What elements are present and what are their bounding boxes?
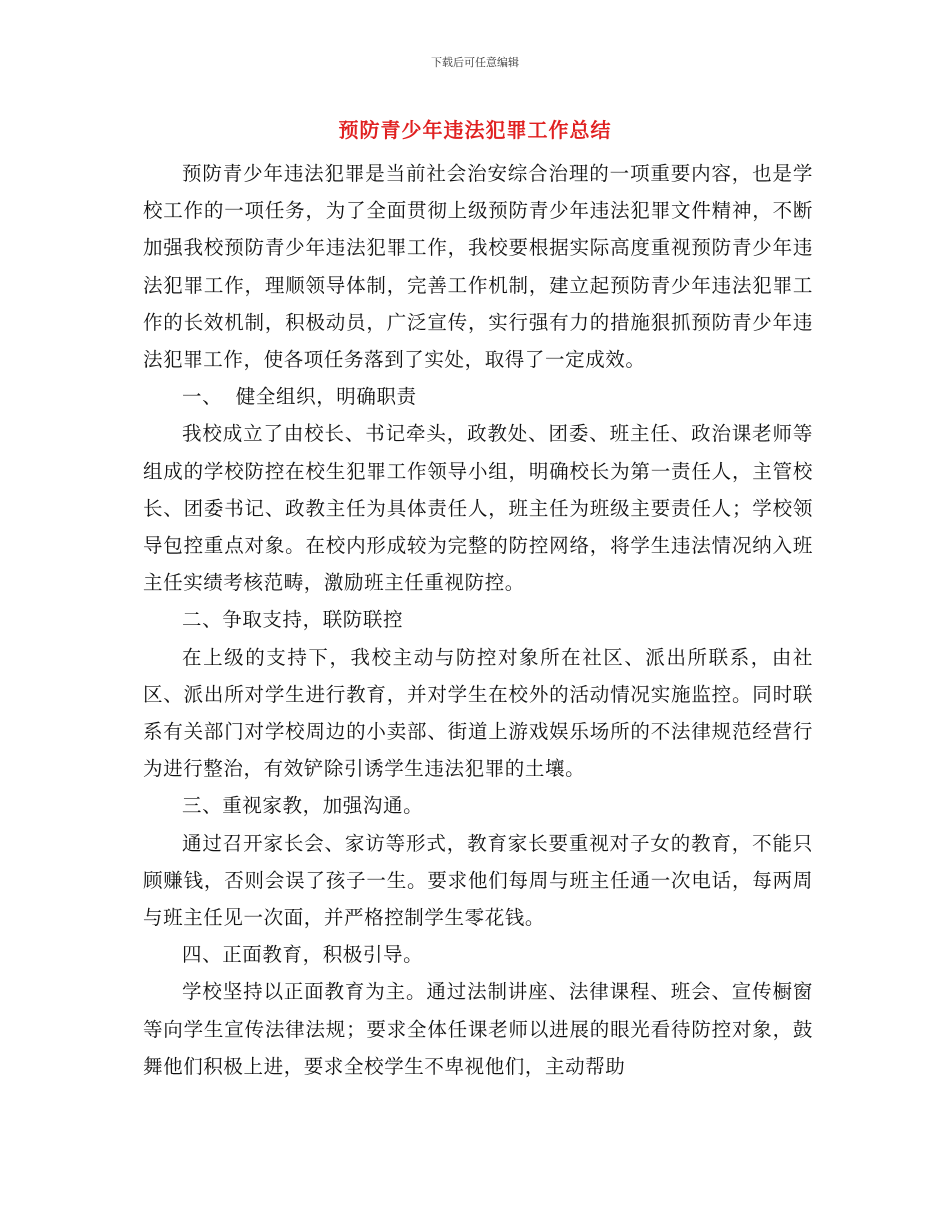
header-note: 下载后可任意编辑	[431, 56, 519, 69]
section-heading-4: 四、正面教育，积极引导。	[182, 943, 424, 967]
section-3-paragraph: 通过召开家长会、家访等形式，教育家长要重视对子女的教育，不能只顾赚钱，否则会误了孩子一生。要求他们每周与班主任通一次电话，每两周与班主任见一次面，并严格控制学生零花钱。	[143, 831, 813, 930]
section-heading-3: 三、重视家教，加强沟通。	[182, 794, 424, 818]
document-body	[143, 155, 813, 1085]
section-heading-2: 二、争取支持，联防联控	[182, 608, 404, 632]
section-heading-1: 一、 健全组织，明确职责	[182, 385, 417, 409]
intro-paragraph: 预防青少年违法犯罪是当前社会治安综合治理的一项重要内容，也是学校工作的一项任务，为了全面贯彻上级预防青少年违法犯罪文件精神，不断加强我校预防青少年违法犯罪工作，我校要根据实际高度重视预防青少年违法犯罪工作，理顺领导体制，完善工作机制，建立起预防青少年违法犯罪工作的长效机制，积极动员，广泛宣传，实行强有力的措施狠抓预防青少年违法犯罪工作，使各项任务落到了实处，取得了一定成效。	[143, 162, 813, 372]
section-1-paragraph: 我校成立了由校长、书记牵头，政教处、团委、班主任、政治课老师等组成的学校防控在校生犯罪工作领导小组，明确校长为第一责任人，主管校长、团委书记、政教主任为具体责任人，班主任为班级主要责任人；学校领导包控重点对象。在校内形成较为完整的防控网络，将学生违法情况纳入班主任实绩考核范畴，激励班主任重视防控。	[143, 422, 813, 595]
section-2-paragraph: 在上级的支持下，我校主动与防控对象所在社区、派出所联系，由社区、派出所对学生进行教育，并对学生在校外的活动情况实施监控。同时联系有关部门对学校周边的小卖部、街道上游戏娱乐场所的不法律规范经营行为进行整治，有效铲除引诱学生违法犯罪的土壤。	[143, 645, 813, 781]
section-4-paragraph: 学校坚持以正面教育为主。通过法制讲座、法律课程、班会、宣传橱窗等向学生宣传法律法规；要求全体任课老师以进展的眼光看待防控对象，鼓舞他们积极上进，要求全校学生不卑视他们，主动帮助	[143, 980, 813, 1078]
document-title: 预防青少年违法犯罪工作总结	[338, 118, 612, 142]
